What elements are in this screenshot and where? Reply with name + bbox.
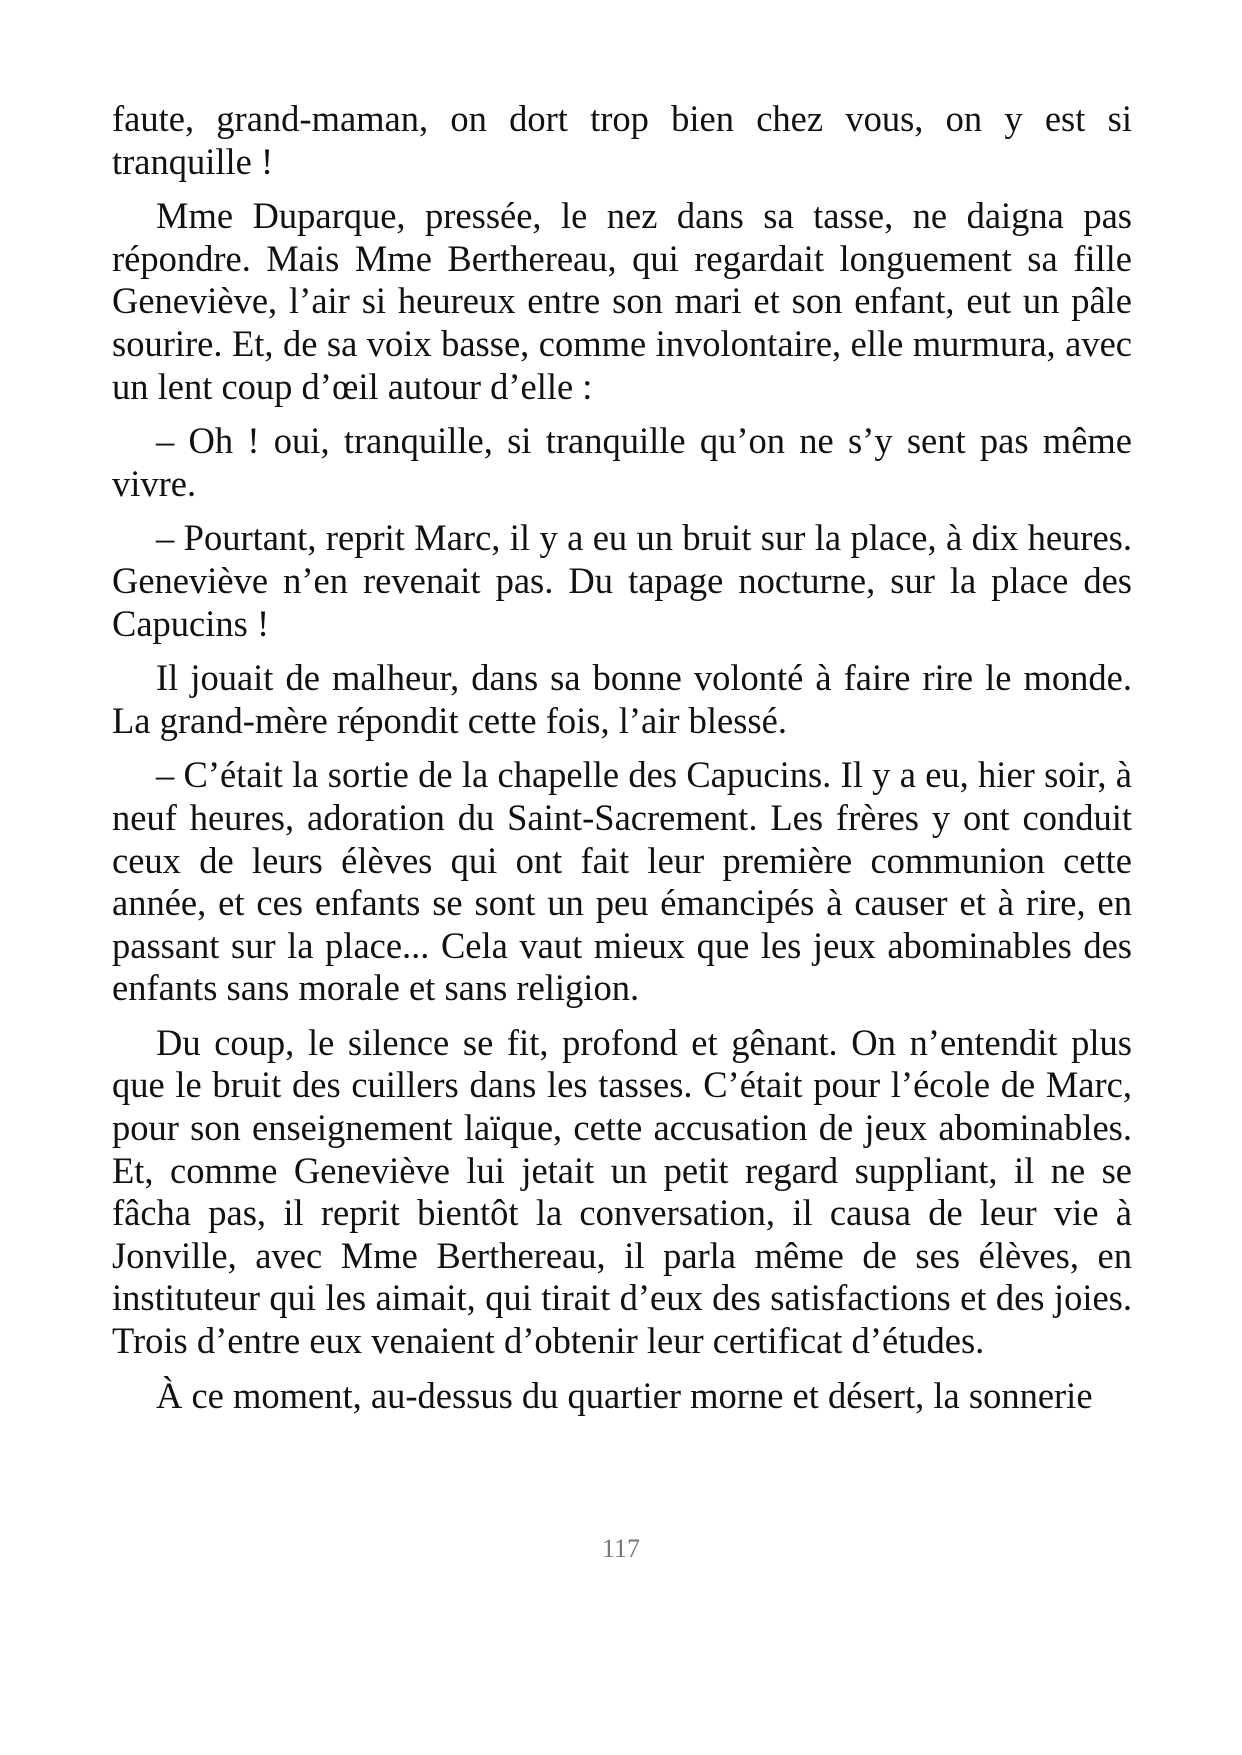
paragraph: À ce moment, au-dessus du quartier morne et désert, la sonnerie: [156, 1374, 1093, 1416]
paragraph: – C’était la sortie de la chapelle des Capucins. Il y a eu, hier soir, à neuf heures, adoration du Saint-Sacrement. Les frères y ont conduit ceux de leurs élèves qui ont fait leur première communion cette année, et ces enfants se sont un peu émancipés à causer et à rire, en passant sur la place... Cela vaut mieux que les jeux abominables des enfants sans morale et sans religion.: [112, 754, 1132, 1009]
paragraph: faute, grand-maman, on dort trop bien chez vous, on y est si tranquille !: [112, 98, 1132, 182]
paragraph: – Pourtant, reprit Marc, il y a eu un bruit sur la place, à dix heures. Geneviève n’en revenait pas. Du tapage nocturne, sur la place des Capucins !: [112, 517, 1132, 644]
paragraph: Il jouait de malheur, dans sa bonne volonté à faire rire le monde. La grand-mère répondit cette fois, l’air blessé.: [112, 657, 1132, 741]
paragraph: – Oh ! oui, tranquille, si tranquille qu’on ne s’y sent pas même vivre.: [112, 420, 1132, 504]
paragraph: Du coup, le silence se fit, profond et gênant. On n’entendit plus que le bruit des cuillers dans les tasses. C’était pour l’école de Marc, pour son enseignement laïque, cette accusation de jeux abominables. Et, comme Geneviève lui jetait un petit regard suppliant, il ne se fâcha pas, il reprit bientôt la conversation, il causa de leur vie à Jonville, avec Mme Berthereau, il parla même de ses élèves, en instituteur qui les aimait, qui tirait d’eux des satisfactions et des joies. Trois d’entre eux venaient d’obtenir leur certificat d’études.: [112, 1021, 1132, 1362]
paragraph: Mme Duparque, pressée, le nez dans sa tasse, ne daigna pas répondre. Mais Mme Berthereau, qui regardait longuement sa fille Geneviève, l’air si heureux entre son mari et son enfant, eut un pâle sourire. Et, de sa voix basse, comme involontaire, elle murmura, avec un lent coup d’œil autour d’elle :: [112, 195, 1132, 407]
page-body: [112, 98, 1132, 1429]
page-number: 117: [601, 1534, 641, 1563]
